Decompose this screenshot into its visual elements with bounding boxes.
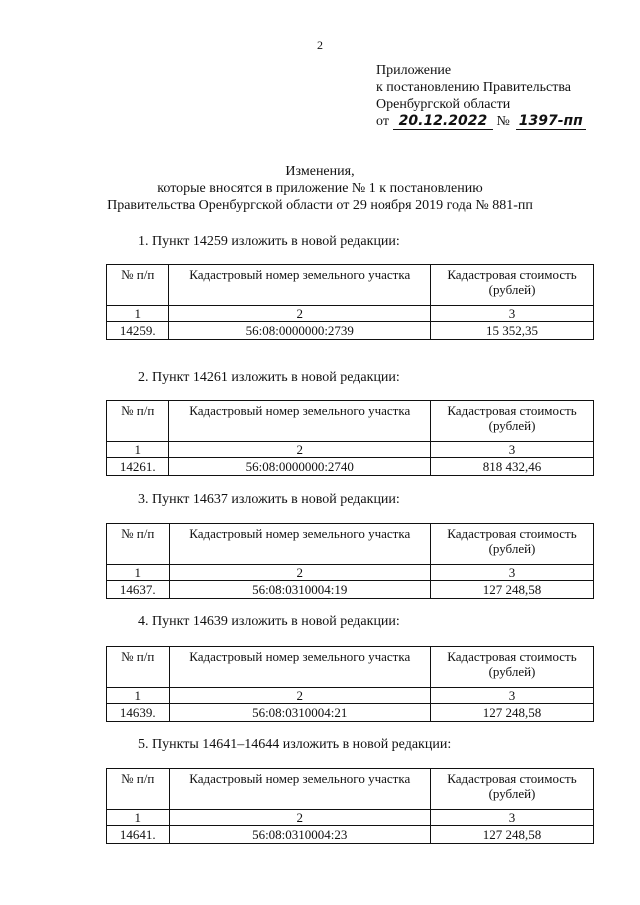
appendix-date-line [376,113,586,130]
col-header-cadastral: Кадастровый номер земельного участка [169,401,431,442]
col-header-cadastral: Кадастровый номер земельного участка [169,647,430,688]
title-line-1: Изменения, [285,164,355,179]
row-cost: 127 248,58 [430,581,593,599]
col-number-3: 3 [430,565,593,581]
table-row [107,322,594,340]
col-header-num: № п/п [107,265,169,306]
col-number-3: 3 [431,442,594,458]
col-number-3: 3 [430,688,593,704]
cadastral-table [106,523,594,599]
col-header-cadastral: Кадастровый номер земельного участка [169,524,430,565]
row-cost: 818 432,46 [431,458,594,476]
table-row [107,826,594,844]
col-number-3: 3 [430,810,593,826]
row-num: 14639. [107,704,170,722]
row-cadastral: 56:08:0000000:2739 [169,322,431,340]
handwritten-number: 1397-пп [516,114,586,130]
cadastral-table [106,400,594,476]
row-cadastral: 56:08:0310004:23 [169,826,430,844]
col-number-2: 2 [169,306,431,322]
col-number-1: 1 [107,306,169,322]
col-header-num: № п/п [107,401,169,442]
col-number-1: 1 [107,688,170,704]
section-heading: 5. Пункты 14641–14644 изложить в новой редакции: [138,737,452,752]
appendix-line-3: Оренбургской области [376,97,511,112]
cadastral-table [106,264,594,340]
section-heading: 4. Пункт 14639 изложить в новой редакции: [138,614,400,629]
col-header-cost: Кадастровая стоимость (рублей) [430,769,593,810]
col-header-cost: Кадастровая стоимость (рублей) [431,265,594,306]
col-number-2: 2 [169,565,430,581]
handwritten-date: 20.12.2022 [393,114,493,130]
row-cost: 15 352,35 [431,322,594,340]
row-cadastral: 56:08:0310004:19 [169,581,430,599]
appendix-block [376,62,586,130]
number-prefix: № [496,114,510,129]
title-line-3: Правительства Оренбургской области от 29 ноября 2019 года № 881-пп [107,198,533,213]
col-number-1: 1 [107,565,170,581]
row-cost: 127 248,58 [430,826,593,844]
title-line-2: которые вносятся в приложение № 1 к постановлению [157,181,483,196]
row-num: 14637. [107,581,170,599]
col-number-2: 2 [169,442,431,458]
col-number-2: 2 [169,688,430,704]
col-number-1: 1 [107,810,170,826]
section-heading: 1. Пункт 14259 изложить в новой редакции: [138,234,400,249]
section-heading: 2. Пункт 14261 изложить в новой редакции: [138,370,400,385]
row-num: 14259. [107,322,169,340]
appendix-line-2: к постановлению Правительства [376,80,572,95]
table-row [107,704,594,722]
col-header-cost: Кадастровая стоимость (рублей) [431,401,594,442]
row-cadastral: 56:08:0000000:2740 [169,458,431,476]
section-heading: 3. Пункт 14637 изложить в новой редакции: [138,492,400,507]
col-number-2: 2 [169,810,430,826]
row-num: 14261. [107,458,169,476]
cadastral-table [106,768,594,844]
cadastral-table [106,646,594,722]
col-number-3: 3 [431,306,594,322]
col-header-num: № п/п [107,647,170,688]
row-cost: 127 248,58 [430,704,593,722]
col-header-cadastral: Кадастровый номер земельного участка [169,265,431,306]
col-header-num: № п/п [107,769,170,810]
document-title [0,163,640,214]
table-row [107,458,594,476]
col-header-num: № п/п [107,524,170,565]
row-num: 14641. [107,826,170,844]
appendix-line-1: Приложение [376,63,452,78]
page-number: 2 [317,38,323,52]
row-cadastral: 56:08:0310004:21 [169,704,430,722]
table-row [107,581,594,599]
col-header-cost: Кадастровая стоимость (рублей) [430,647,593,688]
col-header-cadastral: Кадастровый номер земельного участка [169,769,430,810]
col-header-cost: Кадастровая стоимость (рублей) [430,524,593,565]
col-number-1: 1 [107,442,169,458]
date-prefix: от [376,114,389,129]
